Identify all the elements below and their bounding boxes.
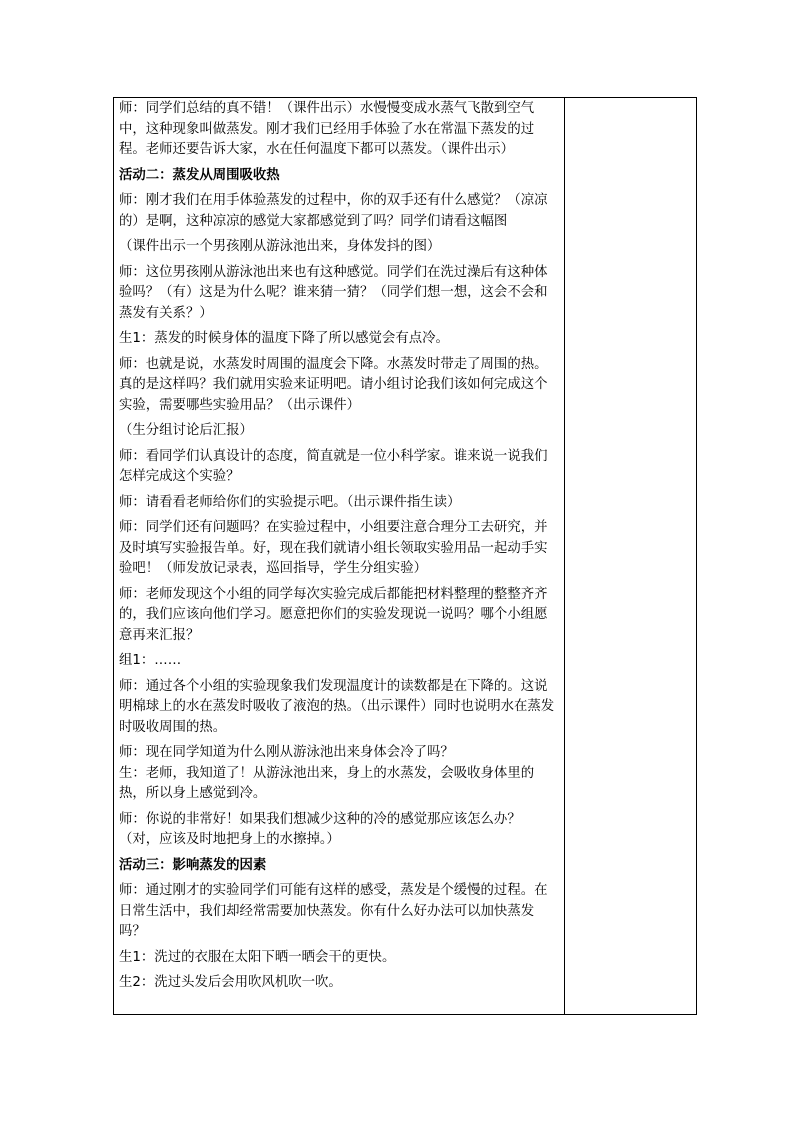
paragraph: （生分组讨论后汇报）: [119, 423, 253, 438]
paragraph: 师：你说的非常好！如果我们想减少这种的冷的感觉那应该怎么办？（对，应该及时地把身上的水擦掉。）: [119, 811, 521, 847]
paragraph: 师：看同学们认真设计的态度，简直就是一位小科学家。谁来说一说我们怎样完成这个实验？: [119, 448, 548, 484]
paragraph: 师：也就是说，水蒸发时周围的温度会下降。水蒸发时带走了周围的热。真的是这样吗？我们就用实验来证明吧。请小组讨论我们该如何完成这个实验，需要哪些实验用品？（出示课件）: [119, 356, 548, 413]
section-heading: 活动二：蒸发从周围吸收热: [119, 167, 280, 183]
section-heading: 活动三：影响蒸发的因素: [119, 857, 267, 873]
paragraph: 生2：洗过头发后会用吹风机吹一吹。: [119, 975, 342, 990]
column-divider: [564, 97, 565, 1015]
paragraph: 师：同学们总结的真不错！（课件出示）水慢慢变成水蒸气飞散到空气中，这种现象叫做蒸发。刚才我们已经用手体验了水在常温下蒸发的过程。老师还要告诉大家，水在任何温度下都可以蒸发。（课件出示）: [119, 101, 535, 157]
paragraph: 生：老师，我知道了！从游泳池出来，身上的水蒸发，会吸收身体里的热，所以身上感觉到冷。: [119, 765, 535, 801]
lesson-content-cell: [119, 99, 559, 999]
paragraph: 师：请看看老师给你们的实验提示吧。（出示课件指生读）: [119, 494, 461, 510]
paragraph: 师：同学们还有问题吗？在实验过程中，小组要注意合理分工去研究，并及时填写实验报告单。好，现在我们就请小组长领取实验用品一起动手实验吧！（师发放记录表，巡回指导，学生分组实验）: [119, 520, 548, 576]
paragraph: 师：老师发现这个小组的同学每次实验完成后都能把材料整理的整整齐齐的，我们应该向他们学习。愿意把你们的实验发现说一说吗？哪个小组愿意再来汇报？: [119, 586, 548, 643]
paragraph: 生1：蒸发的时候身体的温度下降了所以感觉会有点冷。: [119, 331, 449, 346]
paragraph: （课件出示一个男孩刚从游泳池出来，身体发抖的图）: [119, 239, 441, 254]
paragraph: 师：刚才我们在用手体验蒸发的过程中，你的双手还有什么感觉？（凉凉的）是啊，这种凉凉的感觉大家都感觉到了吗？同学们请看这幅图: [119, 193, 548, 229]
paragraph: 师：现在同学知道为什么刚从游泳池出来身体会冷了吗？: [119, 745, 454, 760]
paragraph: 师：这位男孩刚从游泳池出来也有这种感觉。同学们在洗过澡后有这种体验吗？（有）这是为什么呢？谁来猜一猜？（同学们想一想，这会不会和蒸发有关系？）: [119, 264, 548, 321]
paragraph: 师：通过各个小组的实验现象我们发现温度计的读数都是在下降的。这说明棉球上的水在蒸发时吸收了液泡的热。（出示课件）同时也说明水在蒸发时吸收周围的热。: [119, 678, 555, 735]
paragraph: 组1：……: [119, 653, 182, 668]
paragraph: 生1：洗过的衣服在太阳下晒一晒会干的更快。: [119, 949, 396, 965]
paragraph: 师：通过刚才的实验同学们可能有这样的感受，蒸发是个缓慢的过程。在日常生活中，我们却经常需要加快蒸发。你有什么好办法可以加快蒸发吗？: [119, 883, 548, 939]
